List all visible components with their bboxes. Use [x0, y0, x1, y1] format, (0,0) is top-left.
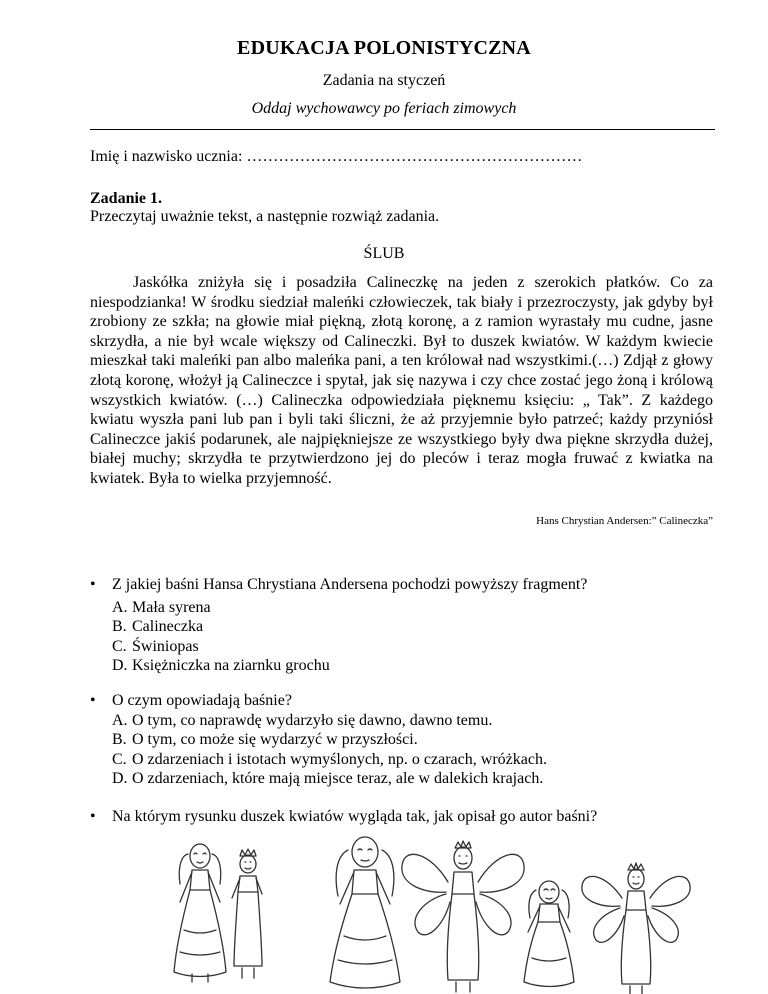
fairy-figure-3 [330, 837, 400, 988]
option-text: O zdarzeniach, które mają miejsce teraz, ale w dalekich krajach. [132, 770, 544, 788]
question-text: Z jakiej baśni Hansa Chrystiana Andersena pochodzi powyższy fragment? [112, 576, 588, 593]
story-title: ŚLUB [363, 245, 405, 262]
answer-option [112, 711, 547, 730]
task-instruction: Przeczytaj uważnie tekst, a następnie rozwiąż zadania. [90, 208, 440, 225]
answer-option [112, 750, 547, 769]
fairy-figure-1 [174, 844, 226, 982]
option-text: Mała syrena [132, 599, 211, 616]
option-letter: C. [112, 637, 127, 655]
answer-option [112, 637, 330, 656]
option-letter: D. [112, 657, 128, 675]
answer-options [112, 711, 547, 789]
page-note: Oddaj wychowawcy po feriach zimowych [251, 100, 517, 117]
option-letter: B. [112, 731, 127, 749]
fairy-figure-4 [402, 841, 524, 992]
fairy-figure-5 [524, 881, 574, 987]
bullet-icon: • [90, 692, 96, 709]
answer-option [112, 656, 330, 675]
option-letter: B. [112, 618, 127, 636]
bullet-icon: • [90, 808, 96, 825]
option-text: Świniopas [132, 637, 199, 655]
bullet-icon: • [90, 576, 96, 593]
answer-option [112, 617, 330, 636]
option-text: O tym, co może się wydarzyć w przyszłości. [132, 731, 418, 749]
option-text: Księżniczka na ziarnku grochu [132, 657, 330, 675]
fairy-figure-6 [582, 863, 690, 994]
page-subtitle: Zadania na styczeń [322, 72, 446, 89]
header-divider [90, 129, 715, 130]
option-text: O zdarzeniach i istotach wymyślonych, np. o czarach, wróżkach. [132, 750, 547, 768]
option-letter: A. [112, 599, 128, 616]
answer-options [112, 598, 330, 676]
answer-option [112, 730, 547, 749]
page-title: EDUKACJA POLONISTYCZNA [237, 37, 531, 59]
question-text: O czym opowiadają baśnie? [112, 692, 292, 709]
story-text: Jaskółka zniżyła się i posadziła Calineczkę na jeden z szerokich płatków. Co za niespodzianka! W środku siedział maleńki człowieczek, tak biały i przezroczysty, jak gdyby był zrobiony ze szkła; na głowie miał piękną, złotą koronę, a z ramion wyrastały mu cudne, jasne skrzydła, a nie był wcale większy od Calineczki. Był to duszek kwiatów. W każdym kwiecie mieszkał taki maleńki pan albo maleńka pani, a ten królował nad wszystkimi.(…) Zdjął z głowy złotą koronę, włożył ją Calineczce i spytał, jak się nazywa i czy chce zostać jego żoną i królową wszystkich kwiatów. (…) Calineczka odpowiedziała pięknemu księciu: „ Tak”. Z każdego kwiatu wyszła pani lub pan i byli taki śliczni, że aż przyjemnie było patrzeć; każdy przyniósł Calineczce jakiś podarunek, ale najpiękniejsze ze wszystkiego były dwa piękne skrzydła dużej, białej muchy; skrzydła te przytwierdzono jej do pleców i teraz mogła fruwać z kwiatka na kwiatek. Była to wielka przyjemność. [90, 274, 713, 487]
fairy-figure-2 [232, 849, 262, 978]
fairy-drawings [150, 832, 710, 994]
option-letter: D. [112, 770, 128, 788]
student-name-field: Imię i nazwisko ucznia: ……………………………………………………… [90, 148, 583, 165]
option-text: O tym, co naprawdę wydarzyło się dawno, dawno temu. [132, 712, 493, 729]
option-letter: C. [112, 750, 127, 768]
option-text: Calineczka [132, 618, 204, 636]
option-letter: A. [112, 712, 128, 729]
answer-option [112, 769, 547, 788]
story-attribution: Hans Chrystian Andersen:” Calineczka” [536, 515, 713, 527]
answer-option [112, 598, 330, 617]
task-title: Zadanie 1. [90, 190, 163, 207]
question-text: Na którym rysunku duszek kwiatów wygląda tak, jak opisał go autor baśni? [112, 808, 598, 825]
